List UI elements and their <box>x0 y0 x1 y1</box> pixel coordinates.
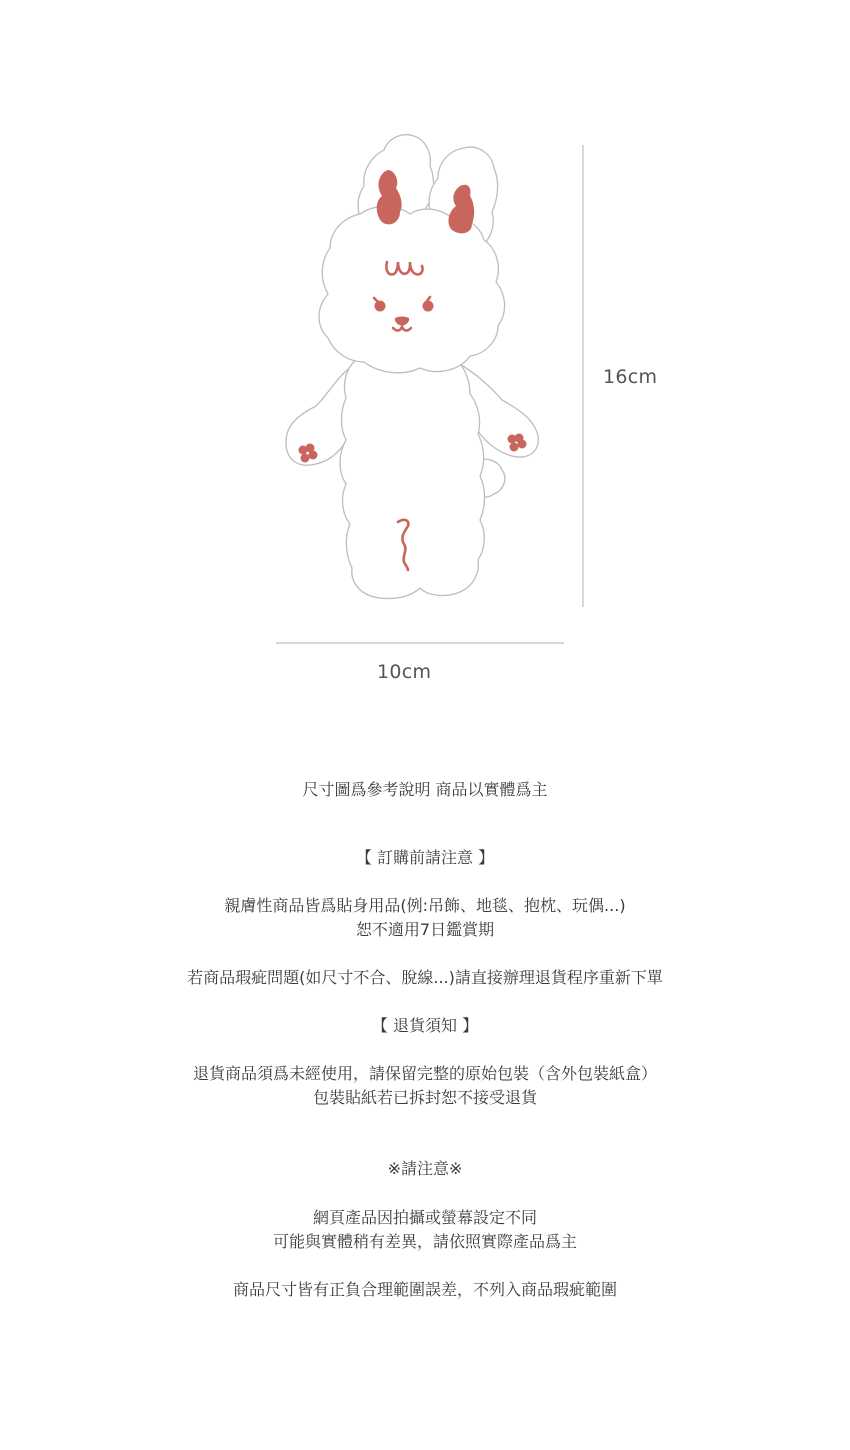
left-eye <box>375 301 386 312</box>
return-heading: 【 退貨須知 】 <box>371 1016 479 1035</box>
return-line-1: 退貨商品須爲未經使用，請保留完整的原始包裝（含外包裝紙盒） <box>192 1064 657 1083</box>
attention-line-2: 可能與實體稍有差異，請依照實際產品爲主 <box>272 1232 577 1251</box>
size-note: 尺寸圖爲參考說明 商品以實體爲主 <box>302 780 548 799</box>
head <box>319 207 505 373</box>
order-line-2: 恕不適用7日鑑賞期 <box>355 920 495 939</box>
order-line-1: 親膚性商品皆爲貼身用品(例:吊飾、地毯、抱枕、玩偶...) <box>224 896 626 915</box>
right-eye <box>423 301 434 312</box>
order-heading: 【 訂購前請注意 】 <box>355 848 495 867</box>
body <box>340 360 485 599</box>
attention-line-1: 網頁產品因拍攝或螢幕設定不同 <box>312 1208 537 1227</box>
width-label: 10cm <box>377 661 432 683</box>
plush-bunny-illustration-icon <box>0 0 850 720</box>
height-label: 16cm <box>603 366 658 388</box>
attention-heading: ※請注意※ <box>387 1159 463 1178</box>
return-line-2: 包裝貼紙若已拆封恕不接受退貨 <box>312 1088 537 1107</box>
attention-line-3: 商品尺寸皆有正負合理範圍誤差，不列入商品瑕疵範圍 <box>232 1280 617 1299</box>
order-line-3: 若商品瑕疵問題(如尺寸不合、脫線...)請直接辦理退貨程序重新下單 <box>187 968 663 987</box>
